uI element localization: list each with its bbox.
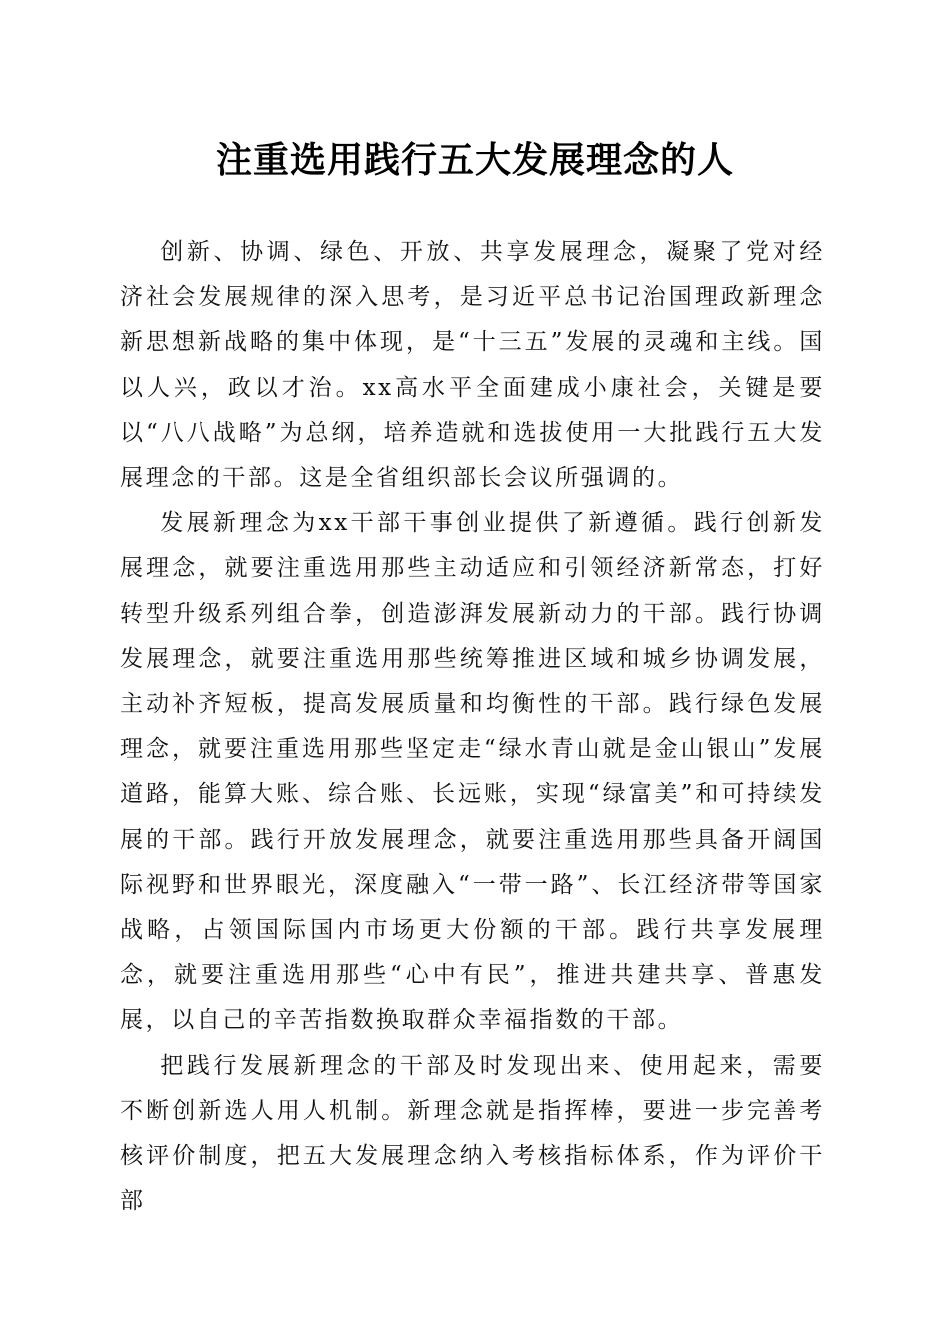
paragraph-2: 发展新理念为xx干部干事创业提供了新遵循。践行创新发展理念，就要注重选用那些主动适应和引领经济新常态，打好转型升级系列组合拳，创造澎湃发展新动力的干部。践行协调发展理念，就要注重选用那些统筹推进区域和城乡协调发展，主动补齐短板，提高发展质量和均衡性的干部。践行绿色发展理念，就要注重选用那些坚定走“绿水青山就是金山银山”发展道路，能算大账、综合账、长远账，实现“绿富美”和可持续发展的干部。践行开放发展理念，就要注重选用那些具备开阔国际视野和世界眼光，深度融入“一带一路”、长江经济带等国家战略，占领国际国内市场更大份额的干部。践行共享发展理念，就要注重选用那些“心中有民”，推进共建共享、普惠发展，以自己的辛苦指数换取群众幸福指数的干部。 [120, 510, 825, 1034]
document-title: 注重选用践行五大发展理念的人 [215, 139, 734, 181]
document-body [120, 230, 825, 1224]
paragraph-1: 创新、协调、绿色、开放、共享发展理念，凝聚了党对经济社会发展规律的深入思考，是习近平总书记治国理政新理念新思想新战略的集中体现，是“十三五”发展的灵魂和主线。国以人兴，政以才治。xx高水平全面建成小康社会，关键是要以“八八战略”为总纲，培养造就和选拔使用一大批践行五大发展理念的干部。这是全省组织部长会议所强调的。 [120, 239, 825, 492]
paragraph-3: 把践行发展新理念的干部及时发现出来、使用起来，需要不断创新选人用人机制。新理念就是指挥棒，要进一步完善考核评价制度，把五大发展理念纳入考核指标体系，作为评价干部 [120, 1052, 825, 1215]
